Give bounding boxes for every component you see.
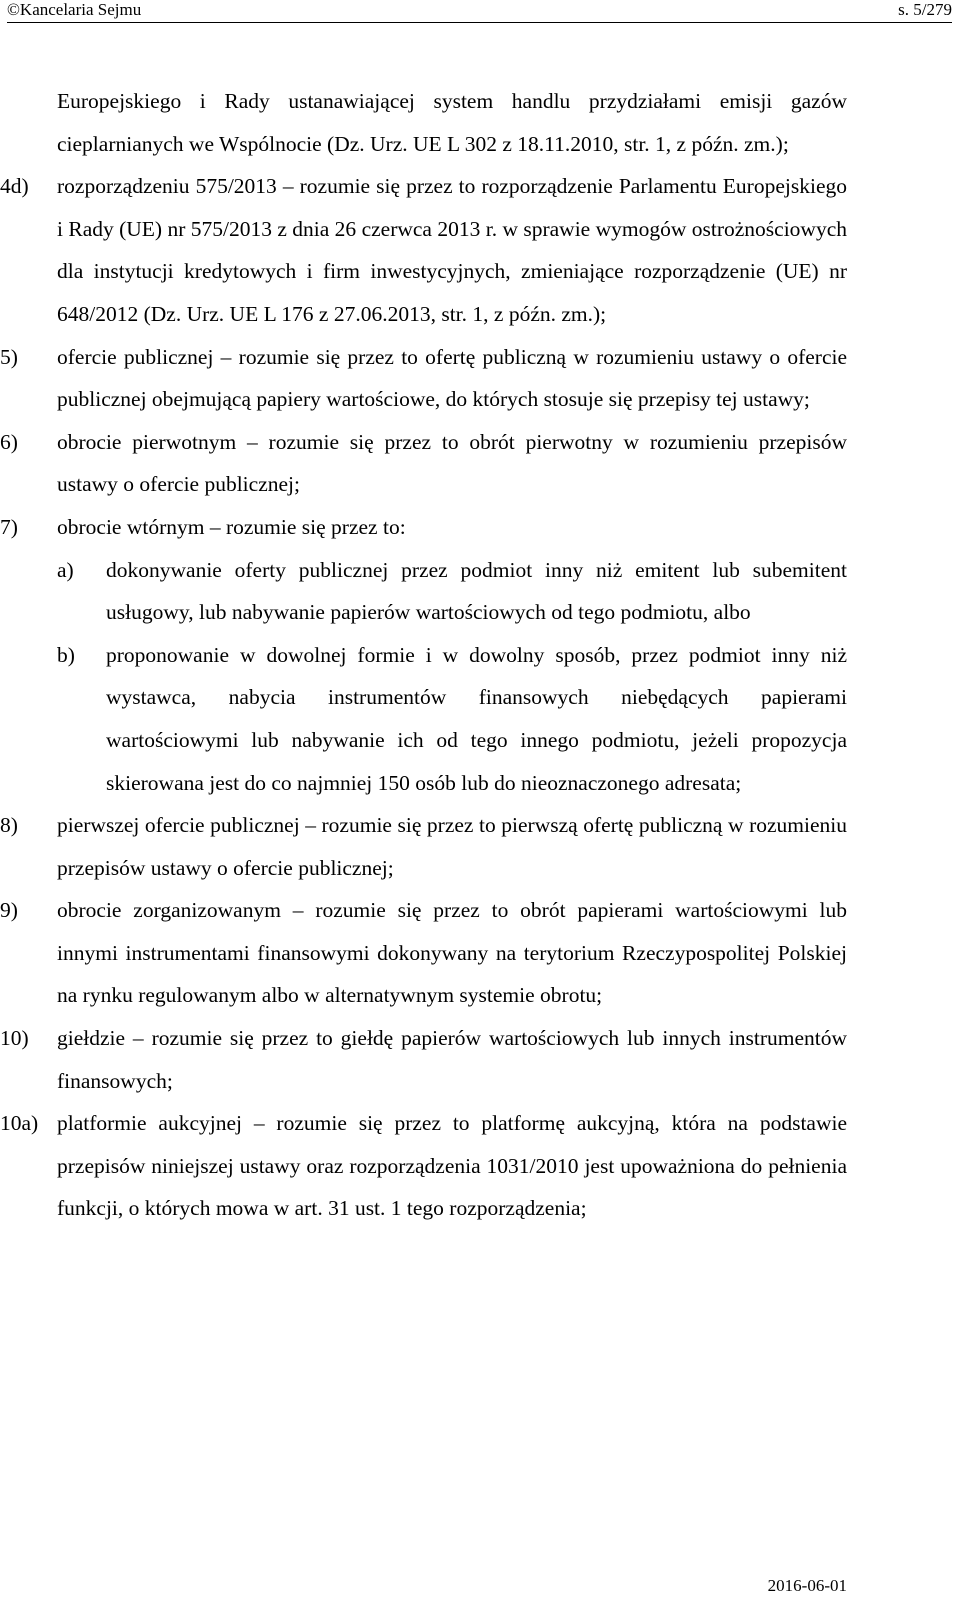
- item-number: 6): [0, 429, 18, 454]
- item-text: giełdzie – rozumie się przez to giełdę papierów wartościowych lub innych instrumentów finansowych;: [57, 1026, 847, 1093]
- page-number: s. 5/279: [898, 0, 952, 19]
- item-number: 9): [0, 898, 18, 923]
- page-footer-date: 2016-06-01: [767, 1576, 847, 1595]
- sub-list-item: [0, 634, 960, 804]
- page-header: [7, 0, 952, 23]
- item-letter: b): [57, 642, 75, 667]
- item-text: obrocie wtórnym – rozumie się przez to:: [57, 514, 406, 539]
- list-item: [0, 506, 960, 549]
- item-number: 7): [0, 514, 18, 539]
- list-item: [0, 1102, 960, 1230]
- item-number: 8): [0, 813, 18, 838]
- item-number: 4d): [0, 174, 29, 199]
- item-number: 10a): [0, 1111, 39, 1136]
- item-text: rozporządzeniu 575/2013 – rozumie się przez to rozporządzenie Parlamentu Europejskiego i Rady (UE) nr 575/2013 z dnia 26 czerwca 2013 r. w sprawie wymogów ostrożnościowych dla instytucji kredytowych i firm inwestycyjnych, zmieniające rozporządzenie (UE) nr 648/2012 (Dz. Urz. UE L 176 z 27.06.2013, str. 1, z późn. zm.);: [57, 174, 847, 326]
- paragraph-text: Europejskiego i Rady ustanawiającej system handlu przydziałami emisji gazów cieplarnianych we Wspólnocie (Dz. Urz. UE L 302 z 18.11.2010, str. 1, z późn. zm.);: [57, 89, 847, 156]
- item-text: proponowanie w dowolnej formie i w dowolny sposób, przez podmiot inny niż wystawca, nabycia instrumentów finansowych niebędących papierami wartościowymi lub nabywanie ich od tego innego podmiotu, jeżeli propozycja skierowana jest do co najmniej 150 osób lub do nieoznaczonego adresata;: [106, 642, 847, 795]
- copyright-label: ©Kancelaria Sejmu: [7, 0, 142, 19]
- item-letter: a): [57, 557, 74, 582]
- item-text: obrocie pierwotnym – rozumie się przez to obrót pierwotny w rozumieniu przepisów ustawy o ofercie publicznej;: [57, 429, 847, 497]
- item-text: platformie aukcyjnej – rozumie się przez to platformę aukcyjną, która na podstawie przepisów niniejszej ustawy oraz rozporządzenia 1031/2010 jest upoważniona do pełnienia funkcji, o których mowa w art. 31 ust. 1 tego rozporządzenia;: [57, 1111, 847, 1221]
- continuation-paragraph: [0, 80, 960, 165]
- list-item: [0, 804, 960, 889]
- item-text: dokonywanie oferty publicznej przez podmiot inny niż emitent lub subemitent usługowy, lub nabywanie papierów wartościowych od tego podmiotu, albo: [106, 557, 847, 625]
- item-number: 5): [0, 344, 18, 369]
- item-text: pierwszej ofercie publicznej – rozumie się przez to pierwszą ofertę publiczną w rozumieniu przepisów ustawy o ofercie publicznej;: [57, 813, 847, 880]
- list-item: [0, 1017, 960, 1102]
- list-item: [0, 421, 960, 506]
- sub-list-item: [0, 549, 960, 634]
- list-item: [0, 889, 960, 1017]
- document-body: [0, 80, 960, 1230]
- item-text: ofercie publicznej – rozumie się przez to ofertę publiczną w rozumieniu ustawy o ofercie publicznej obejmującą papiery wartościowe, do których stosuje się przepisy tej ustawy;: [57, 344, 847, 412]
- list-item: [0, 336, 960, 421]
- list-item: [0, 165, 960, 335]
- item-number: 10): [0, 1026, 29, 1051]
- item-text: obrocie zorganizowanym – rozumie się przez to obrót papierami wartościowymi lub innymi instrumentami finansowymi dokonywany na terytorium Rzeczypospolitej Polskiej na rynku regulowanym albo w alternatywnym systemie obrotu;: [57, 898, 847, 1008]
